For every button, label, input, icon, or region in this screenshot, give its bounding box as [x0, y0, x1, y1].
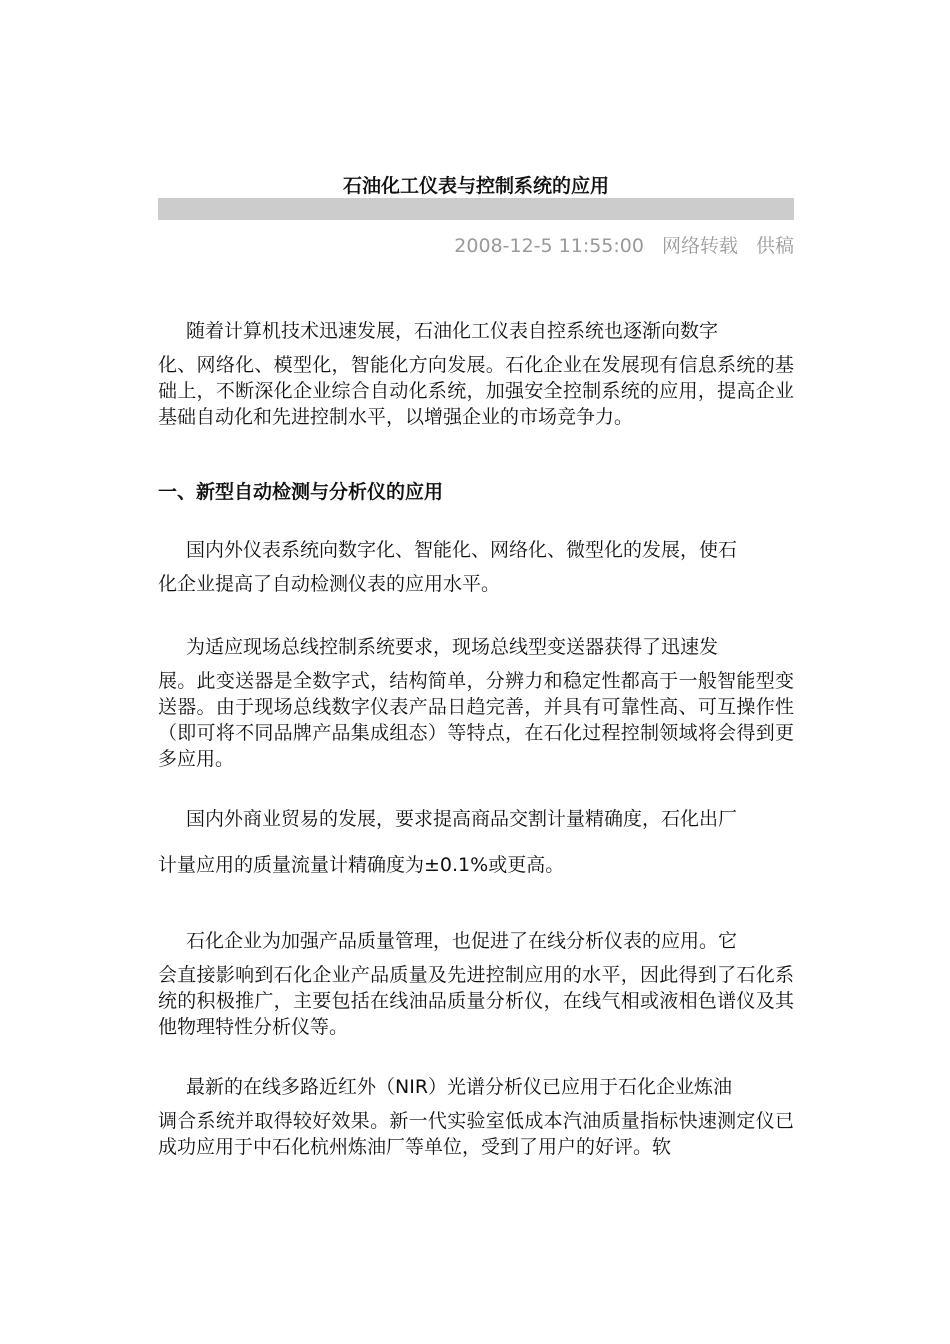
- paragraph-body: 会直接影响到石化企业产品质量及先进控制应用的水平，因此得到了石化系统的积极推广，主要包括在线油品质量分析仪，在线气相或液相色谱仪及其他物理特性分析仪等。: [158, 964, 794, 1038]
- paragraph-body: 计量应用的质量流量计精确度为±0.1%或更高。: [158, 854, 565, 876]
- title-divider-bar: [158, 198, 794, 220]
- paragraph-first-line: 随着计算机技术迅速发展，石油化工仪表自控系统也逐渐向数字: [186, 320, 719, 342]
- article-author: 供稿: [755, 235, 794, 257]
- article-source: 网络转载: [661, 235, 738, 257]
- paragraph-body: 化、网络化、模型化，智能化方向发展。石化企业在发展现有信息系统的基础上，不断深化企业综合自动化系统，加强安全控制系统的应用，提高企业基础自动化和先进控制水平，以增强企业的市场竞争力。: [158, 354, 794, 428]
- paragraph-first-line: 石化企业为加强产品质量管理，也促进了在线分析仪表的应用。它: [186, 930, 738, 952]
- publish-date: 2008-12-5 11:55:00: [454, 235, 644, 257]
- section-heading-1: 一、新型自动检测与分析仪的应用: [158, 481, 444, 503]
- paragraph-intro: [158, 318, 794, 430]
- paragraph-first-line: 为适应现场总线控制系统要求，现场总线型变送器获得了迅速发: [186, 636, 719, 658]
- article-meta: [158, 232, 794, 260]
- paragraph-body: 化企业提高了自动检测仪表的应用水平。: [158, 573, 501, 595]
- paragraph-first-line: 国内外商业贸易的发展，要求提高商品交割计量精确度，石化出厂: [186, 808, 738, 830]
- paragraph-nir: [158, 1074, 794, 1160]
- article-title: 石油化工仪表与控制系统的应用: [342, 175, 609, 197]
- paragraph-fieldbus: [158, 634, 794, 772]
- paragraph-body: 调合系统并取得较好效果。新一代实验室低成本汽油质量指标快速测定仪已成功应用于中石化杭州炼油厂等单位，受到了用户的好评。软: [158, 1110, 794, 1158]
- paragraph-first-line: 最新的在线多路近红外（NIR）光谱分析仪已应用于石化企业炼油: [186, 1076, 733, 1098]
- paragraph-body: 展。此变送器是全数字式，结构简单，分辨力和稳定性都高于一般智能型变送器。由于现场总线数字仪表产品日趋完善，并具有可靠性高、可互操作性（即可将不同品牌产品集成组态）等特点，在石化过程控制领域将会得到更多应用。: [158, 670, 794, 770]
- paragraph-digitalization: [158, 537, 794, 597]
- paragraph-metering: [158, 806, 794, 878]
- paragraph-online-analysis: [158, 928, 794, 1040]
- paragraph-first-line: 国内外仪表系统向数字化、智能化、网络化、微型化的发展，使石: [186, 539, 738, 561]
